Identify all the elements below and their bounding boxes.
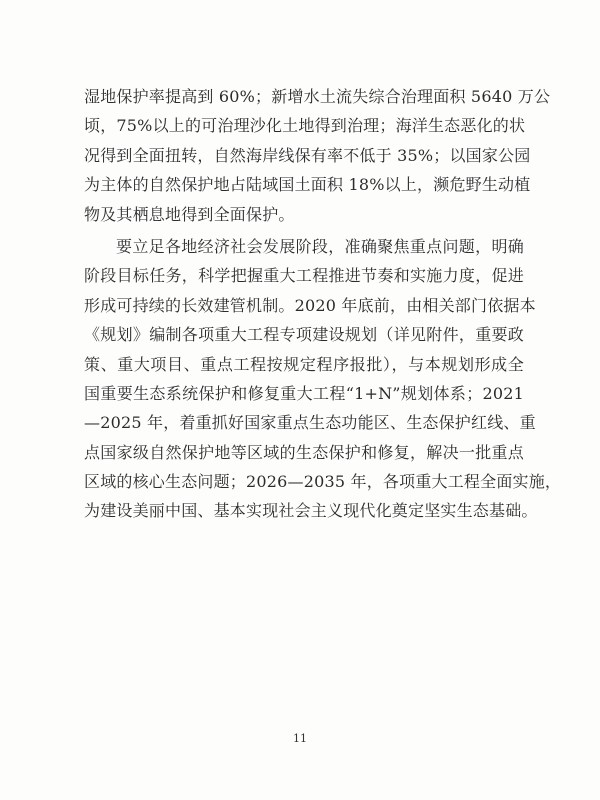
text-line: 形成可持续的长效建管机制。2020 年底前，由相关部门依据本 — [84, 295, 536, 315]
paragraph-1 — [84, 82, 551, 229]
text-line: 《规划》编制各项重大工程专项建设规划（详见附件，重要政 — [84, 325, 524, 345]
text-line: 物及其栖息地得到全面保护。 — [84, 204, 295, 224]
text-line: 策、重大项目、重点工程按规定程序报批），与本规划形成全 — [84, 354, 524, 374]
text-line: 为建设美丽中国、基本实现社会主义现代化奠定坚实生态基础。 — [84, 501, 538, 521]
text-line: —2025 年，着重抓好国家重点生态功能区、生态保护红线、重 — [84, 413, 536, 433]
text-line: 点国家级自然保护地等区域的生态保护和修复，解决一批重点 — [84, 442, 524, 462]
paragraph-2 — [84, 232, 562, 526]
text-line: 区域的核心生态问题；2026—2035 年，各项重大工程全面实施， — [84, 472, 562, 492]
text-line: 顷，75%以上的可治理沙化土地得到治理；海洋生态恶化的状 — [84, 116, 526, 136]
body-text — [84, 82, 562, 529]
text-line: 为主体的自然保护地占陆域国土面积 18%以上，濒危野生动植 — [84, 175, 531, 195]
text-line: 国重要生态系统保护和修复重大工程“1+N”规划体系；2021 — [84, 383, 524, 403]
page-number: 11 — [293, 732, 307, 745]
text-line: 湿地保护率提高到 60%；新增水土流失综合治理面积 5640 万公 — [84, 87, 551, 106]
text-line: 要立足各地经济社会发展阶段，准确聚焦重点问题，明确 — [116, 236, 524, 256]
text-line: 况得到全面扭转，自然海岸线保有率不低于 35%；以国家公园 — [84, 145, 531, 165]
text-line: 阶段目标任务，科学把握重大工程推进节奏和实施力度，促进 — [84, 266, 524, 286]
